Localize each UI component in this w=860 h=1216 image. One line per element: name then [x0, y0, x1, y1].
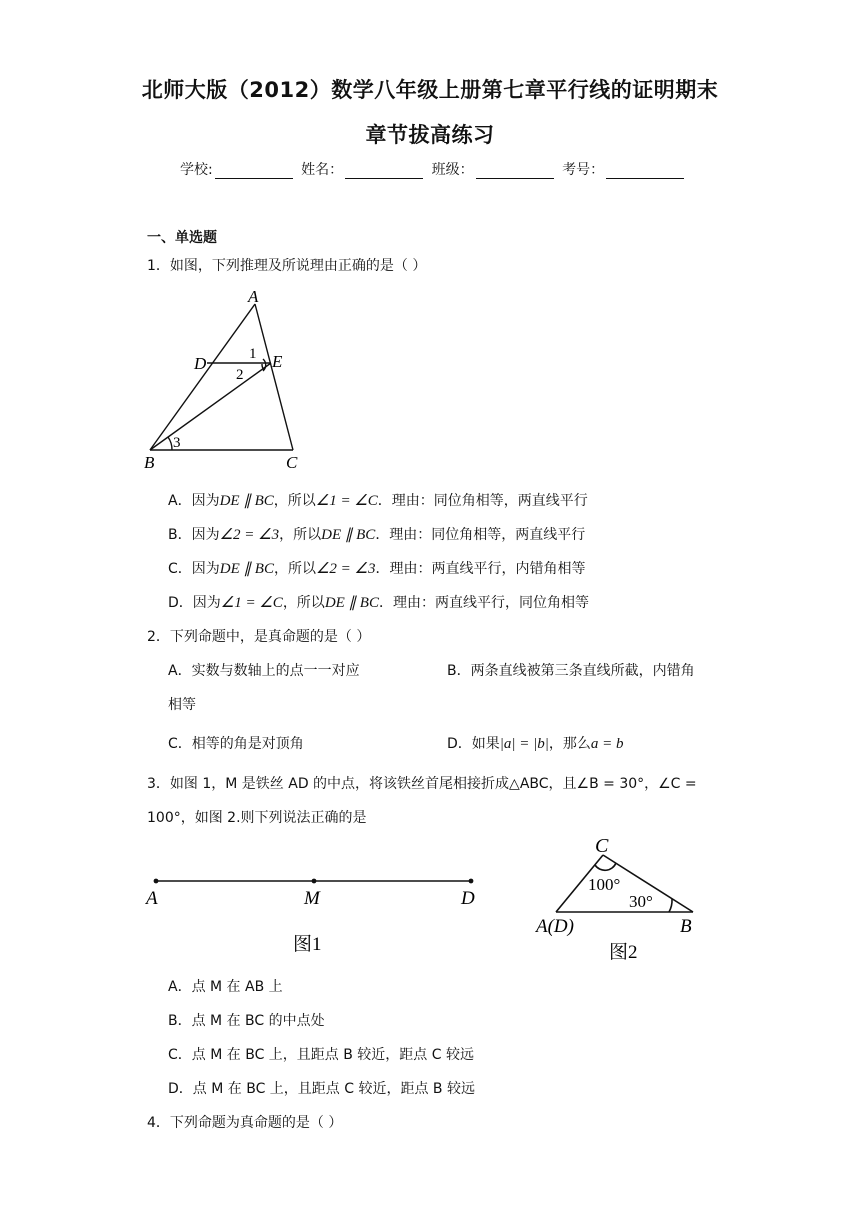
q1-stem: 1．如图，下列推理及所说理由正确的是（ ） [147, 258, 427, 274]
q3-figure-2-triangle [530, 830, 720, 970]
fig2-caption: 图2 [609, 942, 638, 963]
q1-option-d-math1: ∠1 = ∠C [220, 595, 283, 611]
q1-angle-2-label: 2 [236, 367, 244, 383]
q3-option-c[interactable]: C．点 M 在 BC 上，且距点 B 较近，距点 C 较远 [168, 1047, 474, 1063]
q1-angle-1-label: 1 [249, 346, 257, 362]
q1-option-a-prefix: A．因为 [168, 493, 220, 509]
q1-option-b-tail: ．理由：同位角相等，两直线平行 [375, 527, 586, 543]
q1-option-b-math1: ∠2 = ∠3 [219, 527, 280, 543]
fig1-caption: 图1 [293, 934, 322, 955]
fig2-label-B: B [680, 916, 692, 937]
q1-label-E: E [272, 352, 283, 371]
q1-option-b-mid: ，所以 [279, 527, 322, 543]
q1-option-d-tail: ．理由：两直线平行，同位角相等 [378, 595, 589, 611]
q2-option-b-continued: 相等 [168, 697, 196, 713]
q3-option-d[interactable]: D．点 M 在 BC 上，且距点 C 较近，距点 B 较远 [168, 1081, 475, 1097]
fig1-label-A: A [146, 888, 158, 909]
q2-option-c[interactable]: C．相等的角是对顶角 [168, 736, 304, 752]
class-label: 班级： [431, 162, 474, 178]
fig2-label-A-D: A(D) [536, 916, 574, 937]
q2-option-d-math2: a = b [590, 736, 624, 752]
q2-option-d-mid: ，那么 [548, 736, 591, 752]
fig2-angle-c: 100° [588, 875, 621, 894]
q1-option-b-math2: DE ∥ BC [321, 527, 376, 543]
section-title: 一、单选题 [147, 230, 217, 246]
q2-option-d[interactable] [447, 733, 624, 753]
q2-option-a[interactable]: A．实数与数轴上的点一一对应 [168, 663, 360, 679]
q3-option-a[interactable]: A．点 M 在 AB 上 [168, 979, 283, 995]
exam-number-label: 考号： [562, 162, 605, 178]
school-blank[interactable] [215, 163, 293, 179]
q2-stem: 2．下列命题中，是真命题的是（ ） [147, 629, 371, 645]
q2-option-b[interactable]: B．两条直线被第三条直线所截，内错角 [447, 663, 695, 679]
fig1-label-M: M [304, 888, 320, 909]
q1-option-d-mid: ，所以 [282, 595, 325, 611]
q1-option-d-math2: DE ∥ BC [324, 595, 379, 611]
q1-option-a-mid: ，所以 [273, 493, 316, 509]
q1-option-d-prefix: D．因为 [168, 595, 221, 611]
q3-stem-line1: 3．如图 1，M 是铁丝 AD 的中点，将该铁丝首尾相接折成△ABC，且∠B = 30°，∠C = [147, 776, 697, 792]
q3-option-b[interactable]: B．点 M 在 BC 的中点处 [168, 1013, 325, 1029]
q1-label-C: C [286, 453, 298, 472]
name-label: 姓名： [301, 162, 344, 178]
q1-option-c-math1: DE ∥ BC [219, 561, 274, 577]
document-title-line2: 章节拔高练习 [365, 123, 495, 147]
q1-option-c-tail: ．理由：两直线平行，内错角相等 [375, 561, 586, 577]
q1-angle-3-label: 3 [173, 435, 181, 451]
name-blank[interactable] [345, 163, 423, 179]
q2-option-d-math1: |a| = |b| [499, 736, 549, 752]
fig2-angle-b: 30° [629, 892, 653, 911]
q1-triangle-figure [140, 284, 320, 474]
school-label: 学校: [180, 162, 213, 178]
q1-option-a-math1: DE ∥ BC [219, 493, 274, 509]
q1-option-c-mid: ，所以 [273, 561, 316, 577]
q1-option-a[interactable] [168, 490, 588, 510]
fig2-label-C: C [595, 835, 609, 857]
q1-option-c-prefix: C．因为 [168, 561, 220, 577]
q1-label-B: B [144, 453, 155, 472]
q1-option-c[interactable] [168, 558, 585, 578]
exam-number-blank[interactable] [606, 163, 684, 179]
q1-option-a-tail: ．理由：同位角相等，两直线平行 [377, 493, 588, 509]
q1-option-b-prefix: B．因为 [168, 527, 220, 543]
class-blank[interactable] [476, 163, 554, 179]
q1-option-d[interactable] [168, 592, 589, 612]
q4-stem: 4．下列命题为真命题的是（ ） [147, 1115, 343, 1131]
q3-stem-line2: 100°，如图 2.则下列说法正确的是 [147, 810, 367, 826]
q1-label-D: D [194, 354, 207, 373]
q1-option-c-math2: ∠2 = ∠3 [315, 561, 376, 577]
student-info-fields [180, 159, 688, 179]
fig1-label-D: D [461, 888, 475, 909]
q3-figure-1-segment [140, 864, 490, 964]
q1-label-A: A [248, 287, 259, 306]
q1-option-b[interactable] [168, 524, 585, 544]
q1-option-a-math2: ∠1 = ∠C [315, 493, 378, 509]
q2-option-d-prefix: D．如果 [447, 736, 500, 752]
document-title-line1: 北师大版（2012）数学八年级上册第七章平行线的证明期末 [141, 78, 719, 102]
